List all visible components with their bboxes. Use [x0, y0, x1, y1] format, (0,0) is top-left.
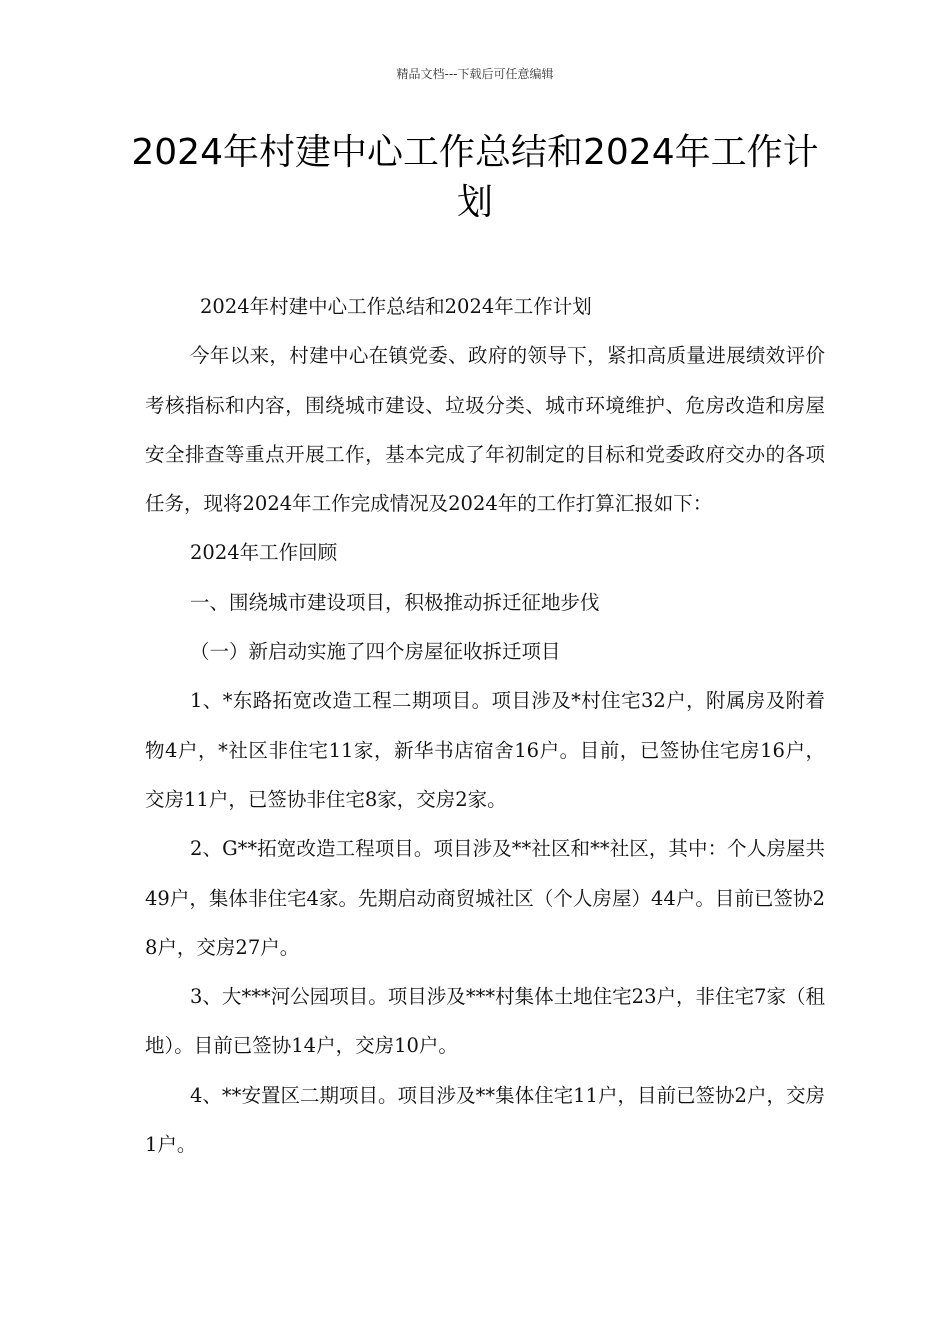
item-paragraph-1: 1、*东路拓宽改造工程二期项目。项目涉及*村住宅32户，附属房及附着物4户，*社区非住宅11家，新华书店宿舍16户。目前，已签协住宅房16户，交房11户，已签协非住宅8家，交房2家。 [145, 689, 825, 811]
document-title: 2024年村建中心工作总结和2024年工作计划 [131, 132, 819, 223]
subsection-heading-1: （一）新启动实施了四个房屋征收拆迁项目 [190, 640, 561, 664]
item-paragraph-3: 3、大***河公园项目。项目涉及***村集体土地住宅23户，非住宅7家（租地）。目前已签协14户，交房10户。 [145, 985, 825, 1058]
item-paragraph-4: 4、**安置区二期项目。项目涉及**集体住宅11户，目前已签协2户，交房1户。 [145, 1083, 825, 1157]
subtitle-paragraph: 2024年村建中心工作总结和2024年工作计划 [200, 295, 592, 318]
section-heading-1: 一、围绕城市建设项目，积极推动拆迁征地步伐 [190, 590, 600, 614]
header-note: 精品文档---下载后可任意编辑 [396, 67, 554, 81]
document-body [145, 282, 825, 1169]
item-paragraph-2: 2、G**拓宽改造工程项目。项目涉及**社区和**社区，其中：个人房屋共49户，集体非住宅4家。先期启动商贸城社区（个人房屋）44户。目前已签协28户，交房27户。 [145, 837, 825, 959]
section-heading-review: 2024年工作回顾 [190, 541, 338, 565]
intro-paragraph: 今年以来，村建中心在镇党委、政府的领导下，紧扣高质量进展绩效评价考核指标和内容，围绕城市建设、垃圾分类、城市环境维护、危房改造和房屋安全排查等重点开展工作，基本完成了年初制定的目标和党委政府交办的各项任务，现将2024年工作完成情况及2024年的工作打算汇报如下： [145, 344, 825, 516]
